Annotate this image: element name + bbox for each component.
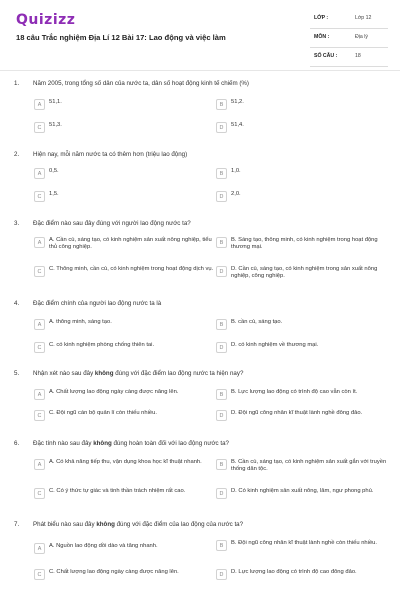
question-text: Năm 2005, trong tổng số dân của nước ta, dân số hoạt động kinh tế chiếm (%) xyxy=(33,80,249,87)
meta-label: LỚP : xyxy=(314,15,329,21)
option-letter: A xyxy=(34,319,45,330)
option-d[interactable] xyxy=(216,342,318,353)
option-text: C. Chất lượng lao động ngày càng được nâng lên. xyxy=(49,569,179,575)
option-letter: C xyxy=(34,488,45,499)
meta-value: Địa lý xyxy=(355,34,368,40)
option-letter: D xyxy=(216,122,227,133)
option-text: A. thông minh, sáng tạo. xyxy=(49,319,112,325)
question-text: Đặc điểm nào sau đây đúng với người lao động nước ta? xyxy=(33,220,191,227)
quizizz-logo: Quizizz xyxy=(16,12,76,28)
option-letter: C xyxy=(34,266,45,277)
option-letter: B xyxy=(216,459,227,470)
option-text: A. Cần cù, sáng tạo, có kinh nghiệm sản xuất nông nghiệp, tiểu thủ công nghiệp. xyxy=(49,237,212,251)
option-a[interactable] xyxy=(34,459,214,470)
option-letter: C xyxy=(34,569,45,580)
worksheet-header xyxy=(0,0,400,70)
meta-row-class xyxy=(310,10,388,29)
option-letter: A xyxy=(34,543,45,554)
option-d[interactable] xyxy=(216,410,362,421)
option-text: A. Nguồn lao động dồi dào và tăng nhanh. xyxy=(49,543,158,549)
option-text: 0,5. xyxy=(49,168,59,174)
option-text: 51,1. xyxy=(49,99,62,105)
meta-label: SỐ CÂU : xyxy=(314,53,338,59)
question-text: Đặc điểm chính của người lao động nước ta là xyxy=(33,300,162,307)
header-divider xyxy=(0,70,400,71)
option-text: B. Sáng tạo, thông minh, có kinh nghiệm trong hoạt động thương mại. xyxy=(231,237,378,251)
question-text: Đặc tính nào sau đây không đúng hoàn toàn đối với lao động nước ta? xyxy=(33,440,229,447)
option-text: C. có kinh nghiệm phòng chống thiên tai. xyxy=(49,342,155,348)
question-number: 1. xyxy=(14,80,20,87)
question-text: Phát biểu nào sau đây không đúng với đặc điểm của lao động của nước ta? xyxy=(33,521,244,528)
option-letter: D xyxy=(216,569,227,580)
option-text: A. Chất lượng lao động ngày càng được nâng lên. xyxy=(49,389,179,395)
option-text: C. Thông minh, cần cù, có kinh nghiệm trong hoạt động dịch vụ. xyxy=(49,266,214,272)
meta-row-subject xyxy=(310,29,388,48)
option-text: D. Đội ngũ công nhân kĩ thuật lành nghề đông đảo. xyxy=(231,410,363,416)
option-text: A. Có khả năng tiếp thu, vận dụng khoa học kĩ thuật nhanh. xyxy=(49,459,202,465)
option-a[interactable] xyxy=(34,319,112,330)
option-a[interactable] xyxy=(34,168,59,179)
option-b[interactable] xyxy=(216,319,282,330)
meta-label: MÔN : xyxy=(314,34,330,40)
question-text: Hiện nay, mỗi năm nước ta có thêm hơn (triệu lao động) xyxy=(33,151,188,158)
meta-value: Lớp 12 xyxy=(355,15,372,21)
option-letter: C xyxy=(34,342,45,353)
option-b[interactable] xyxy=(216,540,392,551)
option-text: 51,4. xyxy=(231,122,244,128)
option-letter: A xyxy=(34,99,45,110)
option-letter: B xyxy=(216,319,227,330)
option-letter: B xyxy=(216,237,227,248)
option-b[interactable] xyxy=(216,389,357,400)
option-text: D. Có kinh nghiệm sản xuất nông, lâm, ngư phong phú. xyxy=(231,488,374,494)
question-number: 7. xyxy=(14,521,20,528)
question-number: 6. xyxy=(14,440,20,447)
option-c[interactable] xyxy=(34,122,62,133)
option-b[interactable] xyxy=(216,237,392,251)
option-d[interactable] xyxy=(216,569,392,580)
option-text: B. Lực lượng lao động có trình độ cao vẫn còn ít. xyxy=(231,389,358,395)
option-text: B. Cần cù, sáng tạo, có kinh nghiệm sản xuất gắn với truyền thống dân tộc. xyxy=(231,459,387,473)
option-d[interactable] xyxy=(216,488,392,499)
page-title: 18 câu Trắc nghiệm Địa Lí 12 Bài 17: Lao động và việc làm xyxy=(16,33,226,42)
option-letter: D xyxy=(216,342,227,353)
option-b[interactable] xyxy=(216,99,244,110)
option-c[interactable] xyxy=(34,410,157,421)
option-letter: D xyxy=(216,488,227,499)
question-number: 4. xyxy=(14,300,20,307)
option-a[interactable] xyxy=(34,389,178,400)
option-text: C. Đội ngũ cán bộ quản lí còn thiếu nhiều. xyxy=(49,410,157,416)
option-letter: A xyxy=(34,459,45,470)
option-text: 1,0. xyxy=(231,168,241,174)
option-letter: B xyxy=(216,540,227,551)
option-text: 51,3. xyxy=(49,122,62,128)
option-b[interactable] xyxy=(216,168,241,179)
option-letter: D xyxy=(216,191,227,202)
meta-table xyxy=(310,10,388,67)
option-letter: C xyxy=(34,191,45,202)
question-number: 3. xyxy=(14,220,20,227)
option-d[interactable] xyxy=(216,266,392,280)
option-text: B. Đội ngũ công nhân kĩ thuật lành nghề còn thiếu nhiều. xyxy=(231,540,377,546)
option-letter: A xyxy=(34,237,45,248)
option-a[interactable] xyxy=(34,99,62,110)
option-c[interactable] xyxy=(34,569,214,580)
question-number: 5. xyxy=(14,370,20,377)
option-letter: A xyxy=(34,168,45,179)
option-c[interactable] xyxy=(34,266,214,277)
option-text: D. có kinh nghiệm về thương mại. xyxy=(231,342,319,348)
option-text: B. cần cù, sáng tạo. xyxy=(231,319,283,325)
option-letter: D xyxy=(216,266,227,277)
option-text: 1,5. xyxy=(49,191,59,197)
option-text: D. Cần cù, sáng tạo, có kinh nghiệm trong sản xuất nông nghiệp, công nghiệp. xyxy=(231,266,378,280)
option-letter: B xyxy=(216,168,227,179)
option-c[interactable] xyxy=(34,342,154,353)
option-c[interactable] xyxy=(34,488,214,499)
option-letter: B xyxy=(216,389,227,400)
option-a[interactable] xyxy=(34,237,214,251)
option-letter: D xyxy=(216,410,227,421)
option-d[interactable] xyxy=(216,122,244,133)
option-c[interactable] xyxy=(34,191,59,202)
meta-value: 18 xyxy=(355,53,361,59)
option-letter: B xyxy=(216,99,227,110)
option-text: 51,2. xyxy=(231,99,244,105)
option-text: C. Có ý thức tự giác và tinh thần trách nhiệm rất cao. xyxy=(49,488,186,494)
option-b[interactable] xyxy=(216,459,392,473)
option-letter: C xyxy=(34,122,45,133)
option-a[interactable] xyxy=(34,543,214,554)
option-letter: C xyxy=(34,410,45,421)
option-letter: A xyxy=(34,389,45,400)
option-text: 2,0. xyxy=(231,191,241,197)
option-text: D. Lực lượng lao động có trình độ cao đông đảo. xyxy=(231,569,357,575)
question-number: 2. xyxy=(14,151,20,158)
option-d[interactable] xyxy=(216,191,241,202)
question-text: Nhận xét nào sau đây không đúng với đặc điểm lao động nước ta hiện nay? xyxy=(33,370,244,377)
meta-row-count xyxy=(310,48,388,67)
